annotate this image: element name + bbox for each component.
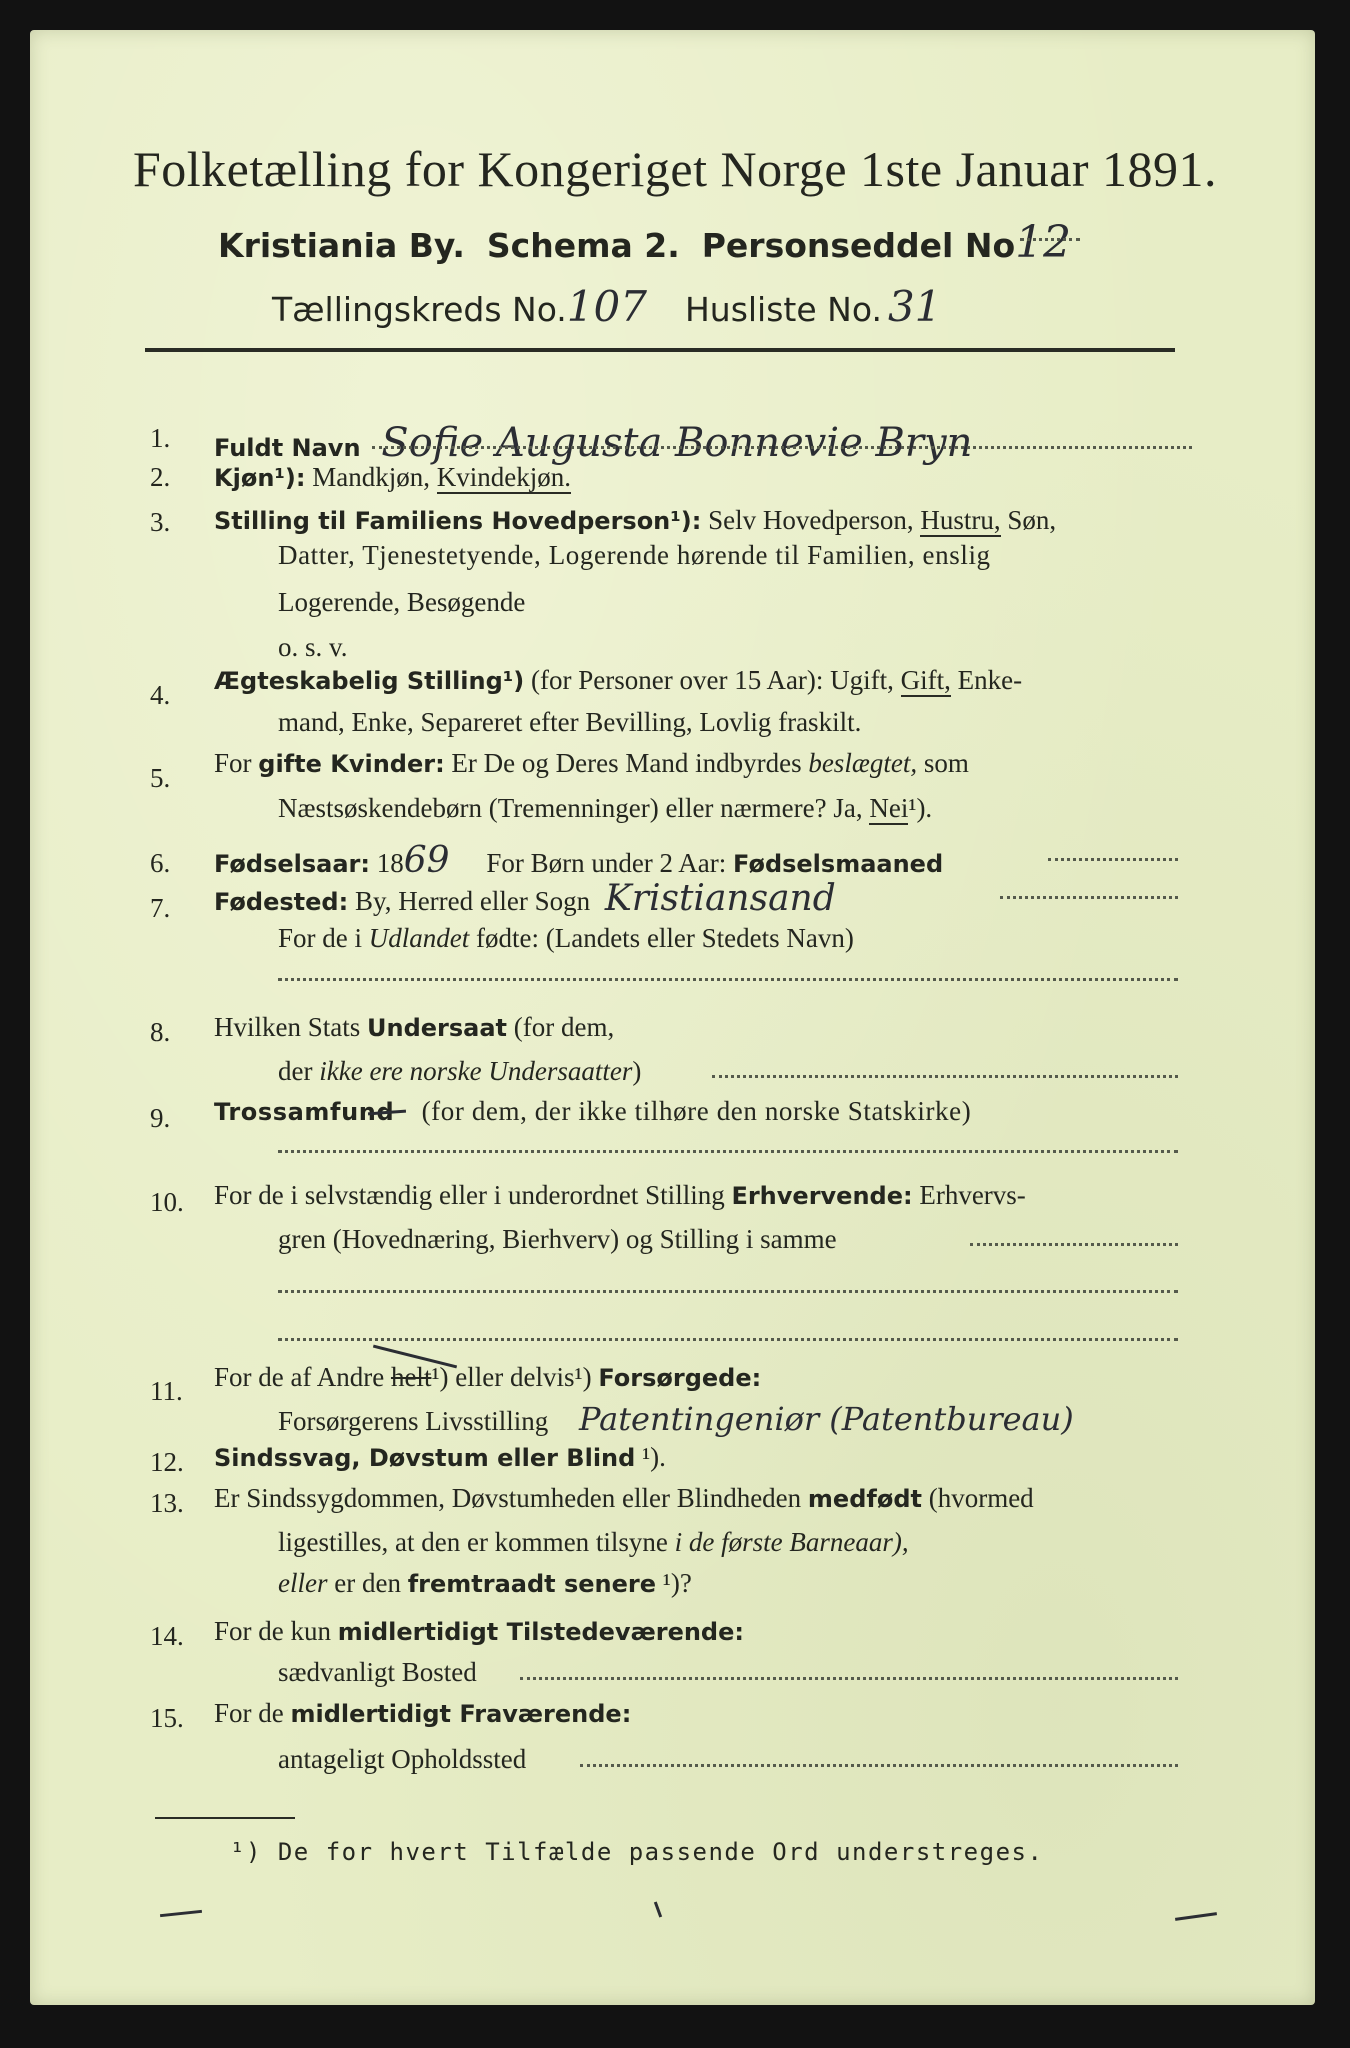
opholdssted-dotted-line [580,1764,1178,1767]
item-8-line-1 [214,1012,614,1043]
stilling-option-b: Søn, [1007,505,1057,535]
item-2-line [214,462,571,493]
city-label: Kristiania By. [218,226,465,265]
fodselsaar-label: Fødselsaar: [214,850,370,878]
medfodt-text-b: (hvormed [928,1483,1034,1513]
item-number: 11. [150,1376,183,1406]
item-4-line-1 [214,665,1022,696]
item-number: 9. [150,1103,171,1133]
gifte-label-b: gifte Kvinder: [258,750,445,778]
bosted-dotted-line [520,1677,1178,1680]
fodselsaar-value: 69 [403,840,450,881]
forsorgede-struck-word: helt [390,1362,432,1392]
erhverv-dotted-line-1 [970,1243,1178,1246]
undersaat-line-2-end: ) [632,1056,642,1086]
husliste-number: 31 [887,282,942,331]
item-14-line-1 [214,1616,744,1647]
header-line-3 [272,282,941,331]
udlandet-prefix: For de i [278,923,362,953]
opholdssted-label: antageligt Opholdssted [278,1744,527,1774]
medfodt-line-3-italic: eller [278,1568,328,1598]
undersaat-line-2-italic: ikke ere norske Undersaatter [319,1056,633,1086]
tilstede-label: midlertidigt Tilstedeværende: [337,1618,744,1646]
item-number: 2. [150,462,171,492]
medfodt-line-3-text: er den [334,1568,401,1598]
stilling-label: Stilling til Familiens Hovedperson¹): [214,507,702,535]
item-number: 14. [150,1621,184,1651]
item-number: 5. [150,763,171,793]
taellingskreds-number: 107 [566,282,647,331]
kjon-label: Kjøn¹): [214,464,306,492]
medfodt-label: medfødt [807,1485,922,1513]
forsorgede-line-2 [278,1400,1074,1438]
udlandet-italic: Udlandet [368,923,470,953]
item-number: 12. [150,1447,184,1477]
aegteskab-text-a: (for Personer over 15 Aar): Ugift, [531,665,894,695]
livsstilling-label: Forsørgerens Livsstilling [278,1406,549,1436]
fodested-dotted-line [1000,896,1178,899]
medfodt-line-2-text: ligestilles, at den er kommen tilsyne [278,1527,668,1557]
footnote-rule [155,1817,295,1819]
kjon-option-male: Mandkjøn, [312,462,430,492]
medfodt-text-a: Er Sindssygdommen, Døvstumheden eller Blindheden [214,1483,802,1513]
forsorgede-text-b: ¹) eller delvis¹) [431,1362,592,1392]
erhverv-dotted-line-3 [278,1338,1178,1341]
item-10-line-1 [214,1180,1026,1211]
fravaerende-text: For de [214,1698,284,1728]
fodselsmaaned-label: Fødselsmaaned [733,850,944,878]
item-15-line-1 [214,1698,631,1729]
form-title: Folketælling for Kongeriget Norge 1ste Januar 1891. [132,141,1218,197]
fodested-value: Kristiansand [604,878,836,919]
gifte-italic: beslægtet, [808,748,918,778]
item-13-line-1 [214,1483,1034,1514]
personseddel-label: Personseddel No [701,226,1016,265]
fodested-line-2 [278,923,854,954]
trossamfund-dotted-line [278,1150,1178,1153]
footnote: ¹) De for hvert Tilfælde passende Ord understreges. [230,1838,1044,1866]
medfodt-line-3 [278,1568,692,1599]
fodselsaar-prefix: 18 [376,848,404,878]
erhverv-dotted-line-2 [278,1290,1178,1293]
sindssvag-label: Sindssvag, Døvstum eller Blind [214,1444,636,1472]
item-9-line [214,1096,971,1127]
aegteskab-text-b: Enke- [957,665,1023,695]
senere-label: fremtraadt senere [407,1570,657,1598]
item-5-line-1 [214,748,969,779]
livsstilling-value: Patentingeniør (Patentbureau) [579,1400,1074,1438]
item-number: 10. [150,1187,184,1217]
stilling-line-3: Logerende, Besøgende [278,587,526,617]
udlandet-dotted-line [278,978,1178,981]
stilling-line-2: Datter, Tjenestetyende, Logerende hørende til Familien, enslig [278,540,991,570]
forsorgede-text-a: For de af Andre [214,1362,385,1392]
gifte-question: Næstsøskendebørn (Tremenninger) eller nærmere? Ja, [278,793,863,823]
taellingskreds-label: Tællingskreds No. [272,290,567,329]
erhverv-line-2: gren (Hovednæring, Bierhverv) og Stilling i samme [278,1224,837,1254]
fravaerende-label: midlertidigt Fraværende: [290,1700,632,1728]
fodselsmaaned-dotted-line [1048,858,1178,861]
item-number: 3. [150,507,171,537]
header-line-2 [218,217,1071,268]
trossamfund-label: Trossamfund [214,1098,395,1126]
undersaat-line-2 [278,1056,641,1087]
medfodt-line-2-italic: i de første Barneaar), [674,1527,909,1557]
item-number: 8. [150,1017,171,1047]
undersaat-text-b: (for dem, [513,1012,615,1042]
personseddel-number: 12 [1015,217,1072,268]
item-6-line [214,840,943,881]
udlandet-text: fødte: (Landets eller Stedets Navn) [476,923,854,953]
item-number: 13. [150,1488,184,1518]
item-number: 7. [150,893,171,923]
undersaat-label: Undersaat [367,1014,508,1042]
aegteskab-option-selected: Gift, [900,665,951,695]
trossamfund-text: (for dem, der ikke tilhøre den norske Statskirke) [421,1096,972,1126]
forsorgede-label: Forsørgede: [598,1364,762,1392]
kjon-option-female-selected: Kvindekjøn. [436,462,571,492]
tilstede-text: For de kun [214,1616,331,1646]
sindssvag-text: ¹). [642,1442,666,1472]
stilling-line-4: o. s. v. [278,632,348,662]
gifte-line-2-end: ¹). [908,793,933,823]
undersaat-line-2-prefix: der [278,1056,313,1086]
gifte-text: Er De og Deres Mand indbyrdes [451,748,802,778]
medfodt-line-3-end: ¹)? [662,1568,692,1598]
undersaat-text: Hvilken Stats [214,1012,361,1042]
gifte-label-a: For [214,748,252,778]
bosted-label: sædvanligt Bosted [278,1657,477,1687]
gifte-line-2 [278,793,932,824]
header-rule [145,348,1175,352]
fodselsaar-text: For Børn under 2 Aar: [486,848,727,878]
schema-label: Schema 2. [486,226,680,265]
item-7-line-1 [214,878,836,919]
item-12-line [214,1442,666,1473]
husliste-label: Husliste No. [684,290,882,329]
stilling-option-a: Selv Hovedperson, [708,505,914,535]
aegteskab-label: Ægteskabelig Stilling¹) [214,667,525,695]
gifte-answer-selected: Nei [869,793,909,823]
medfodt-line-2 [278,1527,909,1558]
erhverv-text: For de i selvstændig eller i underordnet Stilling [214,1180,725,1210]
full-name-value: Sofie Augusta Bonnevie Bryn [381,420,973,466]
stilling-option-selected: Hustru, [920,505,1001,535]
aegteskab-line-2: mand, Enke, Separeret efter Bevilling, Lovlig fraskilt. [278,707,862,737]
undersaat-dotted-line [712,1075,1178,1078]
item-1-line [214,420,972,466]
item-3-line-1 [214,505,1056,536]
erhverv-text-b: Erhvervs- [919,1180,1026,1210]
erhverv-label: Erhvervende: [731,1182,913,1210]
item-11-line-1 [214,1362,761,1393]
full-name-dotted-line [372,446,1192,449]
full-name-label: Fuldt Navn [214,434,361,462]
personseddel-dotted-line [1020,238,1080,241]
item-number: 6. [150,848,171,878]
item-number: 15. [150,1703,184,1733]
gifte-text-b: som [923,748,969,778]
fodested-label: Fødested: [214,888,349,916]
fodested-text: By, Herred eller Sogn [354,886,591,916]
item-number: 1. [150,423,171,453]
item-number: 4. [150,680,171,710]
